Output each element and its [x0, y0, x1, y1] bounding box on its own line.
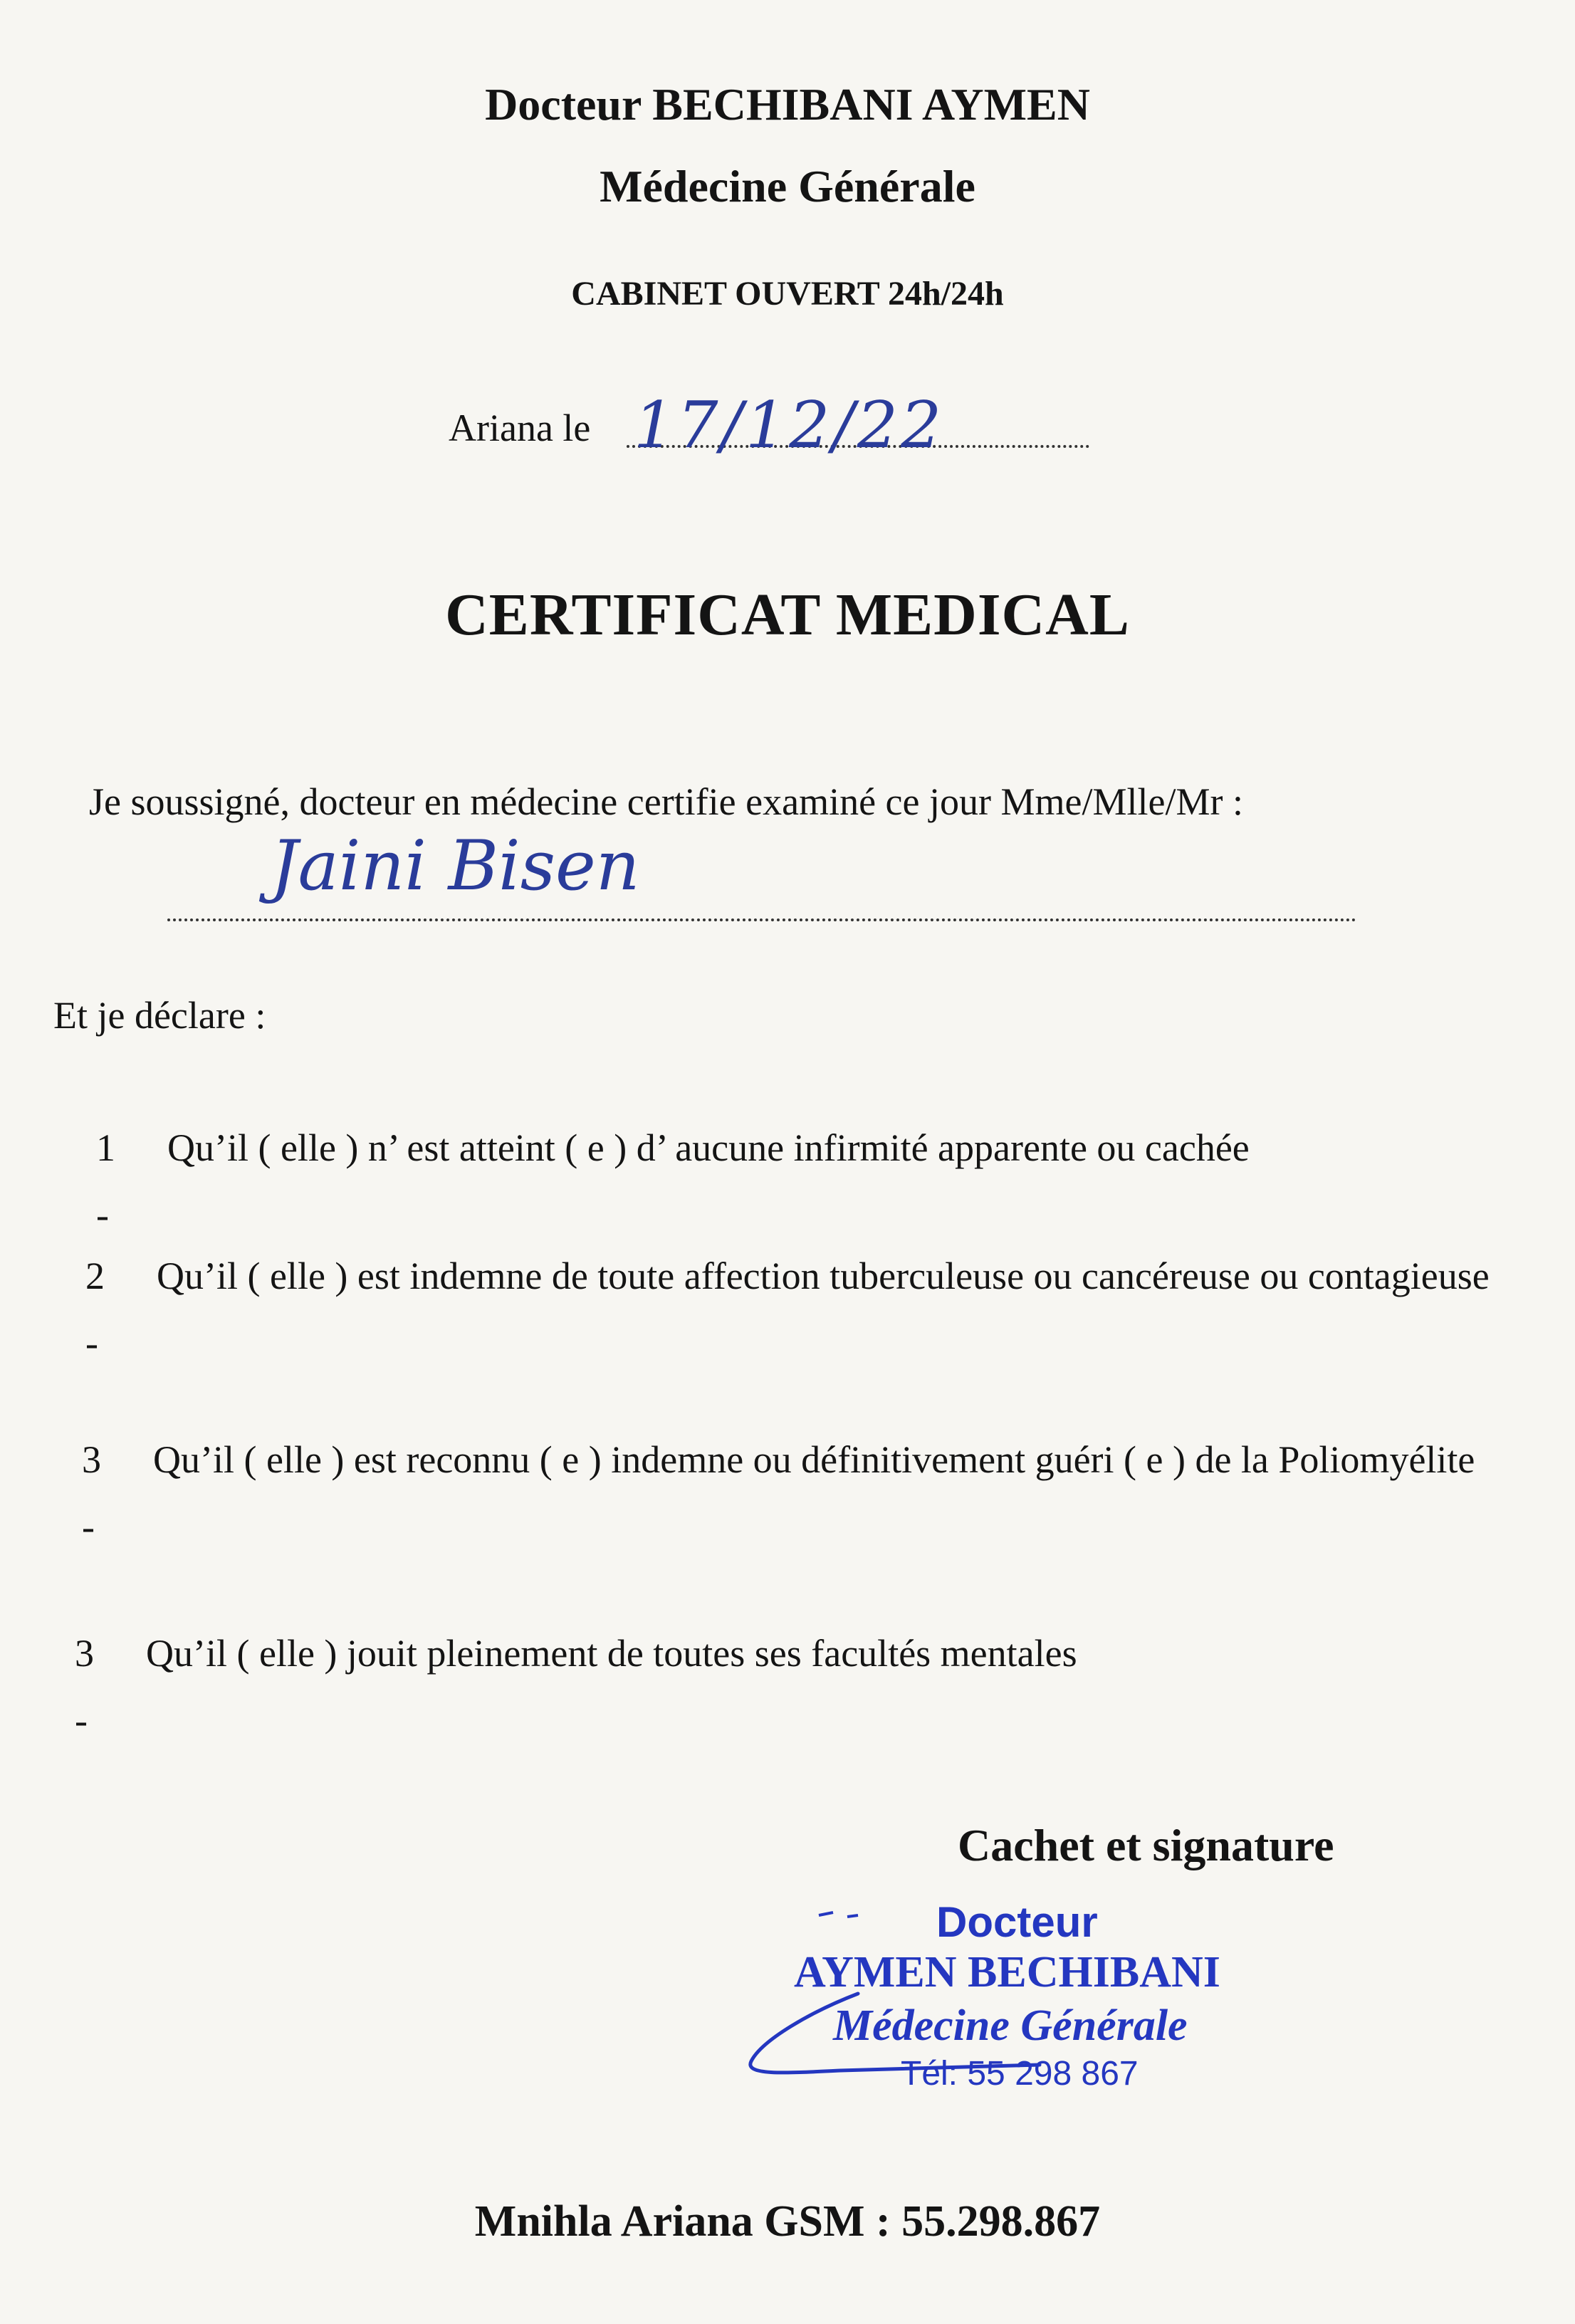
date-handwritten: 17/12/22	[634, 388, 945, 463]
cabinet-hours: CABINET OUVERT 24h/24h	[571, 275, 1004, 313]
stamp-phone: Tél: 55 298 867	[901, 2055, 1139, 2093]
stamp-line-2: AYMEN BECHIBANI	[794, 1948, 1220, 1996]
document-title: CERTIFICAT MEDICAL	[445, 582, 1130, 648]
doctor-name: Docteur BECHIBANI AYMEN	[485, 79, 1090, 130]
declare-heading: Et je déclare :	[53, 994, 266, 1037]
footer-contact: Mnihla Ariana GSM : 55.298.867	[474, 2197, 1101, 2246]
item-text: Qu’il ( elle ) n’ est atteint ( e ) d’ aucune infirmité apparente ou cachée	[167, 1126, 1250, 1169]
item-text: Qu’il ( elle ) jouit pleinement de toutes ses facultés mentales	[146, 1632, 1077, 1675]
date-label: Ariana le	[449, 407, 591, 449]
item-text: Qu’il ( elle ) est reconnu ( e ) indemne ou définitivement guéri ( e ) de la Poliomyélite	[153, 1438, 1475, 1481]
item-number: 3 -	[75, 1632, 94, 1742]
patient-name-handwritten: Jaini Bisen	[271, 826, 640, 906]
signature-label: Cachet et signature	[958, 1820, 1334, 1870]
doctor-stamp	[733, 1887, 1331, 2093]
doctor-specialty: Médecine Générale	[600, 161, 975, 211]
item-number: 3 -	[82, 1438, 101, 1548]
patient-dotted-line	[167, 918, 1356, 921]
item-text: Qu’il ( elle ) est indemne de toute affection tuberculeuse ou cancéreuse ou contagieuse	[157, 1255, 1490, 1297]
item-number: 2 -	[85, 1255, 105, 1364]
intro-statement: Je soussigné, docteur en médecine certifie examiné ce jour Mme/Mlle/Mr :	[89, 780, 1243, 823]
item-number: 1 -	[96, 1126, 115, 1236]
stamp-line-1: Docteur	[936, 1898, 1098, 1946]
stamp-line-3: Médecine Générale	[833, 2001, 1188, 2050]
